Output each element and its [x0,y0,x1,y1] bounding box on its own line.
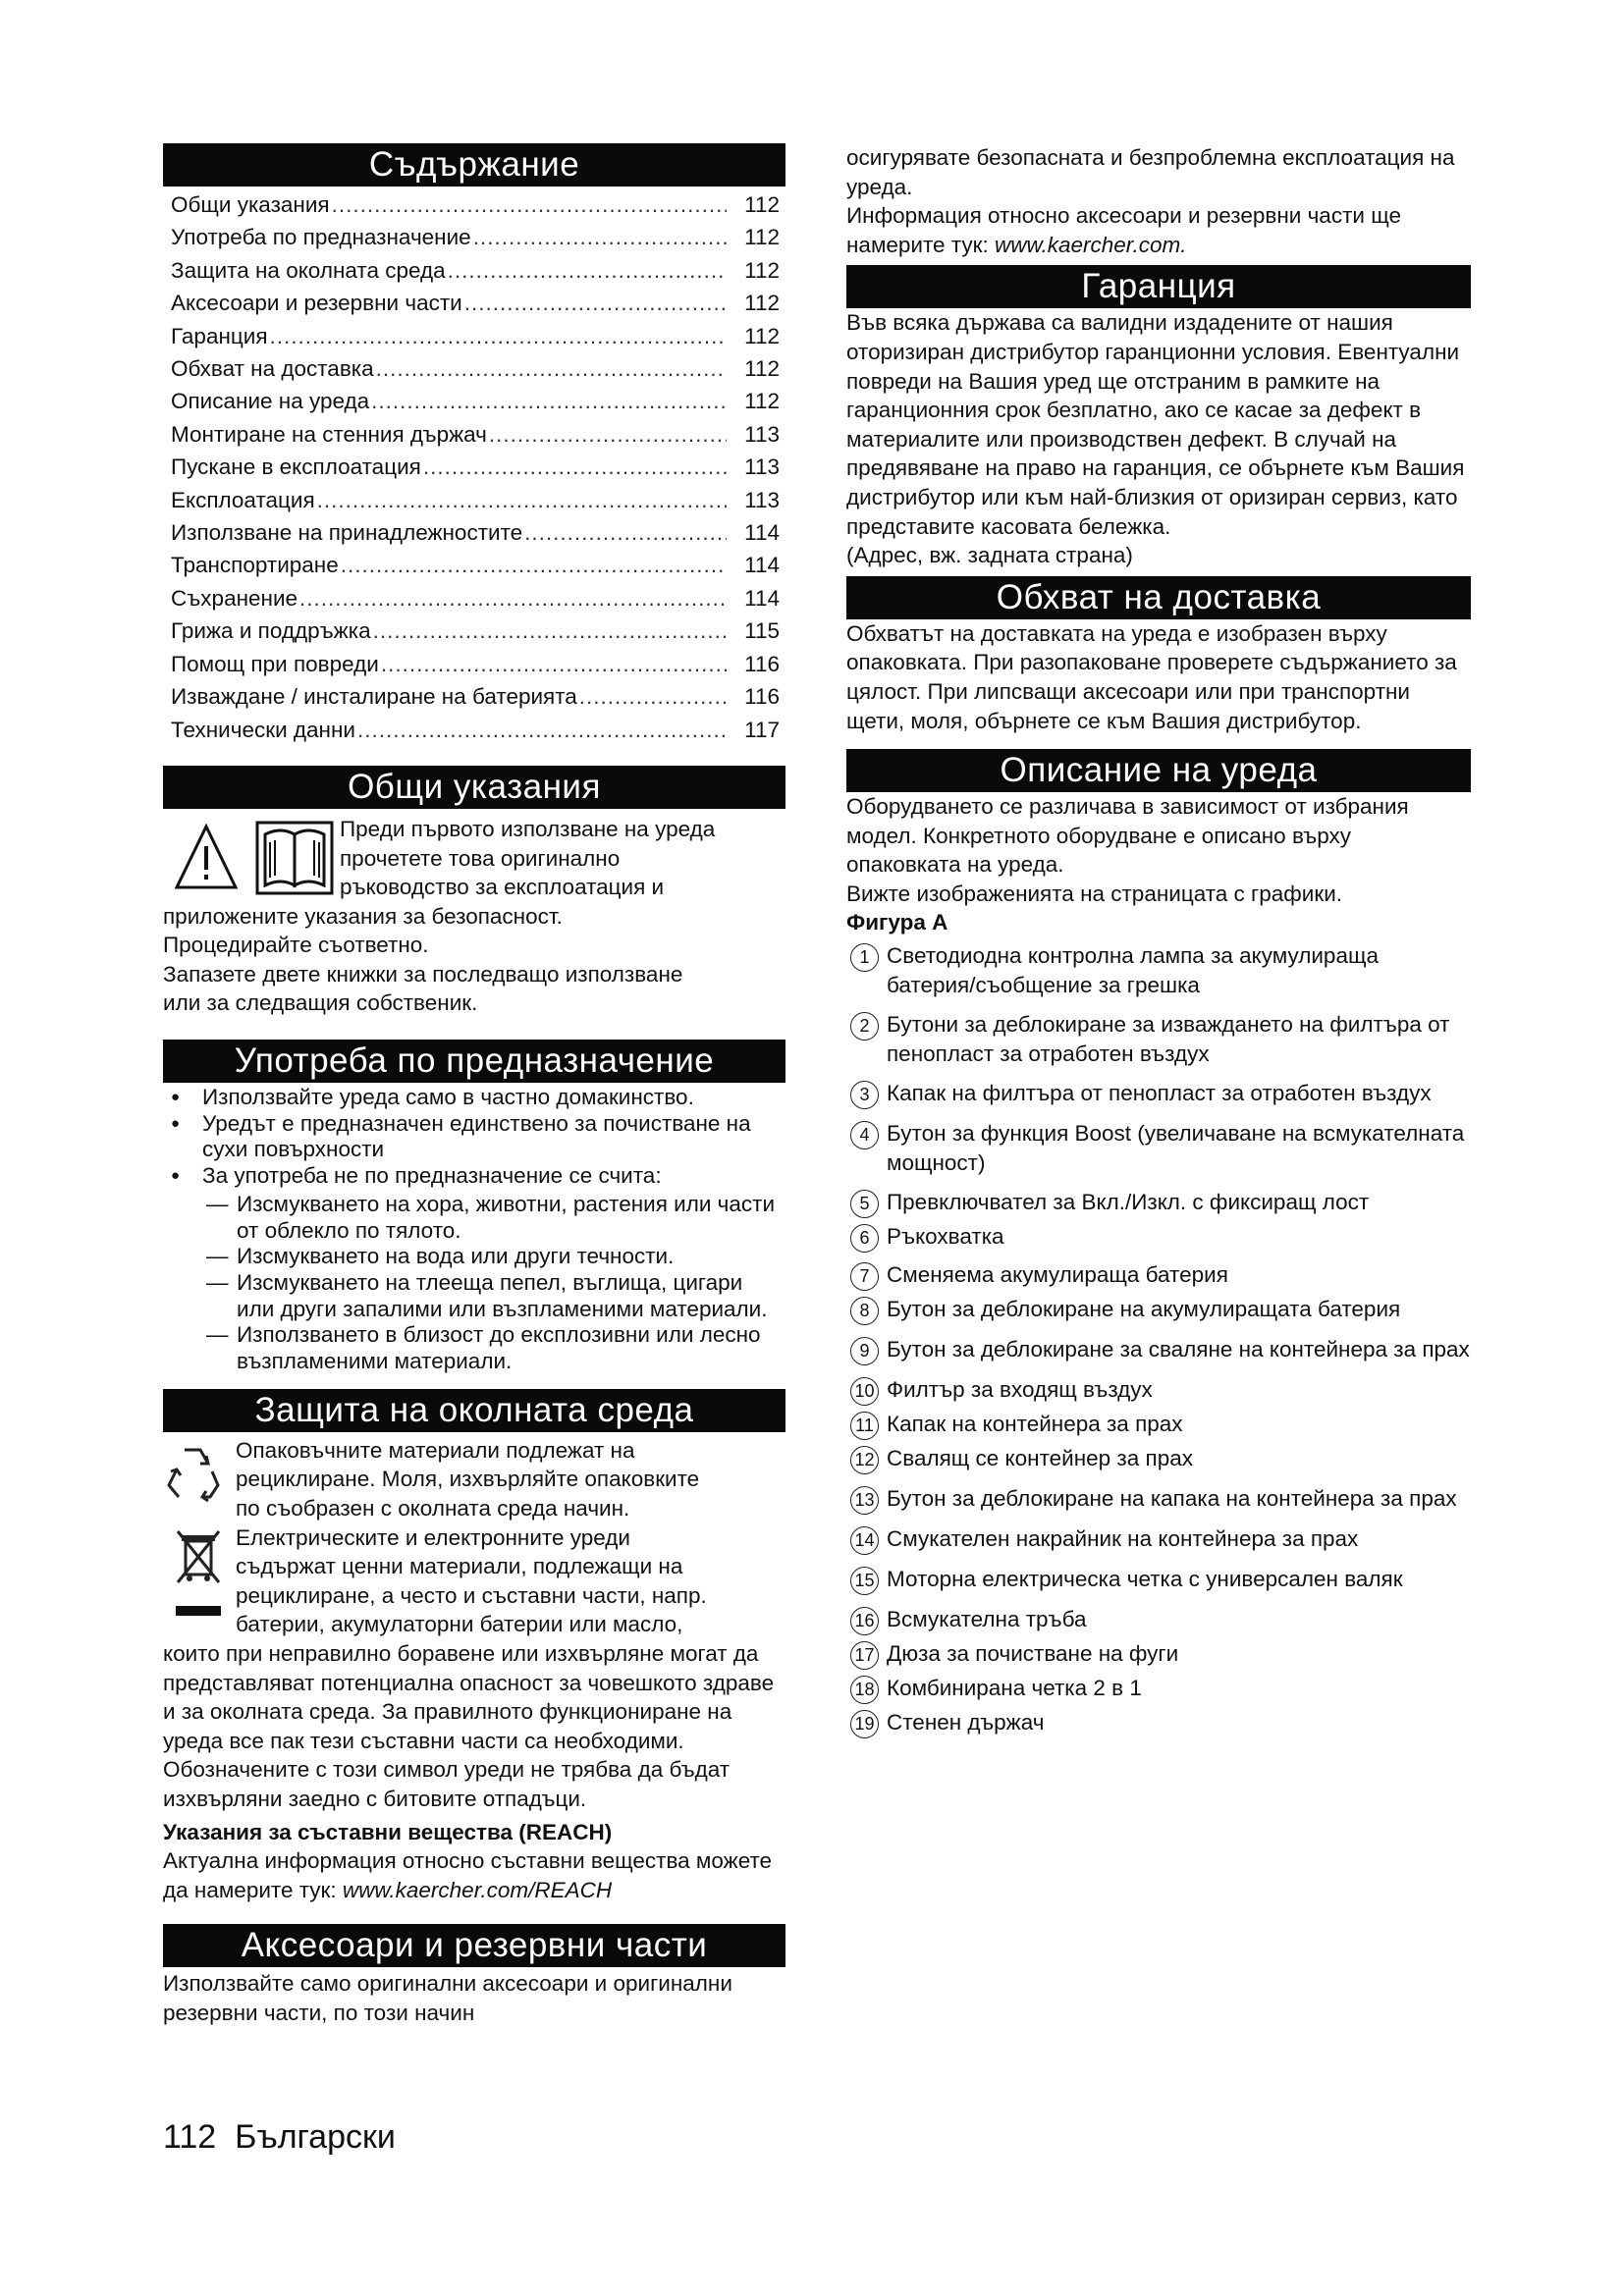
figure-item-text: Капак на контейнера за прах [887,1412,1183,1437]
toc-leader [371,385,727,417]
warranty-text: Във всяка държава са валидни издадените от нашия оторизиран дистрибутор гаранционни условия. Евентуални повреди на Вашия уред ще отстраним в рамките на гаранционния срок безплатно, ако се касае за дефект в материалите или производствен дефект. В случай на предявяване на право на гаранция, се обърнете към Вашия дистрибутор или към най-близкия от оризиран сервиз, като представите касовата бележка. [846,310,1465,539]
toc-page: 114 [744,585,780,611]
general-line: Запазете двете книжки за последващо използване [163,961,683,987]
figure-item-text: Моторна електрическа четка с универсален валяк [887,1567,1403,1592]
toc-label: Пускане в експлоатация [171,454,421,480]
figure-item [846,1222,1471,1253]
page-footer [163,2118,396,2157]
general-line: прочетете това оригинално [340,845,621,871]
footer-language: Български [235,2118,396,2156]
table-of-contents [163,188,785,746]
toc-page: 112 [744,225,780,250]
figure-item-text: Всмукателна тръба [887,1607,1087,1632]
toc-leader [332,188,727,221]
figure-item-text: Светодиодна контролна лампа за акумулираща батерия/съобщение за грешка [887,943,1379,998]
item-number-badge: 7 [850,1262,879,1291]
item-number-badge: 11 [850,1412,879,1440]
scope-text: Обхватът на доставката на уреда е изобразен върху опаковката. При разопаковане проверете съдържанието за цялост. При липсващи аксесоари или при транспортни щети, моля, обърнете се към Вашия дистрибутор. [846,620,1457,733]
toc-leader [473,221,727,253]
figure-item [846,1674,1471,1704]
dash-item: — Изсмукването на хора, животни, растения или части от облекло по тялото. [163,1192,785,1244]
toc-label: Описание на уреда [171,389,370,414]
toc-label: Експлоатация [171,487,315,512]
toc-row[interactable] [163,516,785,549]
crossed-bin-icon [169,1527,228,1626]
toc-leader [448,254,727,287]
description-heading: Описание на уреда [846,749,1471,792]
toc-page: 112 [744,389,780,414]
toc-row[interactable] [163,352,785,385]
item-number-badge: 13 [850,1486,879,1515]
toc-page: 112 [744,257,780,283]
figure-item [846,1605,1471,1635]
figure-item [846,1524,1471,1555]
accessories-link[interactable]: www.kaercher.com. [995,232,1187,257]
toc-leader [373,614,727,647]
figure-item [846,1010,1471,1069]
weee-line: Електрическите и електронните уреди [236,1524,630,1550]
accessories-info-paragraph [846,201,1471,259]
dash-item: — Използването в близост до експлозивни или лесно възпламеними материали. [163,1322,785,1374]
intended-use-heading: Употреба по предназначение [163,1040,785,1083]
toc-row[interactable] [163,254,785,287]
toc-label: Грижа и поддръжка [171,618,371,644]
toc-row[interactable] [163,484,785,516]
toc-leader [579,680,727,713]
toc-page: 117 [744,717,780,742]
figure-item [846,1375,1471,1406]
general-text [163,902,785,1018]
reach-title: Указания за съставни вещества (REACH) [163,1819,613,1844]
environment-heading: Защита на околната среда [163,1389,785,1432]
toc-row[interactable] [163,320,785,352]
item-number-badge: 19 [850,1710,879,1738]
toc-page: 113 [744,487,780,512]
toc-label: Обхват на доставка [171,356,374,382]
item-number-badge: 9 [850,1337,879,1365]
reach-link[interactable]: www.kaercher.com/REACH [342,1877,613,1902]
toc-row[interactable] [163,221,785,253]
general-line: ръководство за експлоатация и [340,875,665,900]
general-line: Процедирайте съответно. [163,933,429,958]
toc-page: 112 [744,356,780,382]
accessories-text: Използвайте само оригинални аксесоари и оригинални резервни части, по този начин [163,1971,732,2025]
weee-line: рециклиране, а често и съставни части, напр. [236,1582,707,1608]
figure-item [846,1444,1471,1474]
toc-leader [299,582,727,614]
figure-item [846,1295,1471,1325]
figure-item [846,1335,1471,1365]
figure-legend [846,941,1471,1738]
accessories-info: Информация относно аксесоари и резервни части ще намерите тук: [846,203,1401,257]
item-number-badge: 3 [850,1081,879,1109]
page-number: 112 [163,2118,217,2156]
recycle-icon [163,1442,222,1503]
item-number-badge: 1 [850,943,879,972]
item-number-badge: 5 [850,1190,879,1218]
figure-item-text: Дюза за почистване на фуги [887,1641,1179,1667]
toc-row[interactable] [163,582,785,614]
toc-row[interactable] [163,714,785,746]
item-number-badge: 10 [850,1377,879,1406]
reach-text: Актуална информация относно съставни вещества можете да намерите тук: [163,1848,773,1902]
figure-item-text: Бутон за деблокиране на акумулиращата батерия [887,1297,1401,1322]
figure-item [846,1119,1471,1178]
general-line: приложените указания за безопасност. [163,903,563,929]
toc-page: 116 [744,651,780,676]
toc-row[interactable] [163,188,785,221]
figure-item-text: Сменяема акумулираща батерия [887,1262,1228,1288]
figure-item [846,1188,1471,1218]
figure-item-text: Ръкохватка [887,1224,1004,1250]
recycle-line: рециклиране. Моля, изхвърляйте опаковките [236,1467,700,1492]
toc-label: Използване на принадлежностите [171,520,523,546]
general-line: или за следващия собственик. [163,990,478,1016]
figure-item [846,1708,1471,1738]
toc-label: Защита на околната среда [171,257,446,283]
toc-label: Съхранение [171,585,298,611]
figure-item-text: Превключвател за Вкл./Изкл. с фиксиращ лост [887,1190,1370,1215]
weee-block [163,1523,785,1639]
item-number-badge: 15 [850,1567,879,1595]
toc-row[interactable] [163,385,785,417]
toc-page: 114 [744,553,780,578]
toc-label: Изваждане / инсталиране на батерията [171,684,577,710]
figure-item-text: Бутон за деблокиране на капака на контейнера за прах [887,1486,1457,1512]
misuse-list [163,1192,785,1375]
weee-line: батерии, акумулаторни батерии или масло, [236,1612,683,1637]
figure-item-text: Смукателен накрайник на контейнера за прах [887,1526,1359,1552]
toc-label: Общи указания [171,192,330,217]
environment-text: които при неправилно боравене или изхвърляне могат да представляват потенциална опасност за човешкото здраве и за околната среда. За правилното функциониране на уреда все пак тези съставни части са необходими. Обозначените с този символ уреди не трябва да бъдат изхвърляни заедно с битовите отпадъци. [163,1640,775,1811]
toc-row[interactable] [163,614,785,647]
accessories-heading: Аксесоари и резервни части [163,1924,785,1967]
intended-use-list [163,1085,785,1375]
accessories-continued: осигурявате безопасната и безпроблемна експлоатация на уреда. [846,145,1455,199]
toc-page: 112 [744,291,780,316]
recycle-line: Опаковъчните материали подлежат на [236,1437,635,1463]
dash-item: — Изсмукването на тлееща пепел, въглища, цигари или други запалими или възпламеними материали. [163,1270,785,1322]
toc-row[interactable] [163,648,785,680]
item-number-badge: 8 [850,1297,879,1325]
figure-item-text: Стенен държач [887,1710,1045,1735]
warning-manual-icon [173,821,336,897]
toc-label: Технически данни [171,717,355,742]
toc-label: Монтиране на стенния държач [171,421,487,447]
toc-leader [317,484,727,516]
figure-item [846,1260,1471,1291]
toc-heading: Съдържание [163,143,785,187]
bullet-item: ● За употреба не по предназначение се счита: [163,1163,785,1190]
item-number-badge: 16 [850,1607,879,1635]
bullet-item: ● Уредът е предназначен единствено за почистване на сухи повърхности [163,1111,785,1163]
toc-page: 112 [744,192,780,217]
item-number-badge: 6 [850,1224,879,1253]
toc-leader [357,714,727,746]
toc-page: 113 [744,454,780,480]
warranty-heading: Гаранция [846,265,1471,308]
figure-item-text: Бутон за деблокиране за сваляне на контейнера за прах [887,1337,1470,1362]
warranty-address: (Адрес, вж. задната страна) [846,543,1133,568]
weee-text [163,1523,785,1639]
figure-item [846,941,1471,1000]
weee-line: съдържат ценни материали, подлежащи на [236,1554,683,1579]
figure-item [846,1565,1471,1595]
recycle-line: по съобразен с околната среда начин. [236,1495,630,1521]
toc-leader [376,352,727,385]
figure-item [846,1484,1471,1515]
figure-label: Фигура A [846,910,948,935]
toc-label: Транспортиране [171,553,339,578]
bullet-item: ● Използвайте уреда само в частно домакинство. [163,1085,785,1111]
item-number-badge: 2 [850,1012,879,1041]
toc-page: 115 [744,618,780,644]
item-number-badge: 14 [850,1526,879,1555]
toc-leader [381,648,727,680]
figure-item [846,1079,1471,1109]
toc-leader [423,451,727,483]
general-heading: Общи указания [163,766,785,809]
toc-page: 114 [744,520,780,546]
toc-label: Употреба по предназначение [171,225,471,250]
toc-row[interactable] [163,549,785,581]
toc-leader [464,287,727,319]
dash-item: — Изсмукването на вода или други течности. [163,1244,785,1270]
description-text: Оборудването се различава в зависимост от избрания модел. Конкретното оборудване е описано върху опаковката на уреда. [846,794,1409,878]
toc-leader [341,549,727,581]
toc-label: Помощ при повреди [171,651,379,676]
toc-row[interactable] [163,451,785,483]
figure-item-text: Комбинирана четка 2 в 1 [887,1676,1142,1701]
toc-row[interactable] [163,287,785,319]
right-column [846,143,1471,1738]
figure-item-text: Филтър за входящ въздух [887,1377,1153,1403]
toc-leader [489,418,727,451]
toc-page: 116 [744,684,780,710]
left-column [163,143,785,2027]
figure-item-text: Бутон за функция Boost (увеличаване на всмукателната мощност) [887,1121,1465,1176]
figure-item-text: Капак на филтъра от пенопласт за отработен въздух [887,1081,1432,1106]
scope-heading: Обхват на доставка [846,576,1471,619]
environment-section [163,1436,785,1905]
toc-leader [524,516,727,549]
toc-leader [270,320,727,352]
figure-item-text: Свалящ се контейнер за прах [887,1446,1193,1471]
general-line: Преди първото използване на уреда [340,816,716,841]
item-number-badge: 18 [850,1676,879,1704]
toc-page: 112 [744,323,780,348]
toc-label: Гаранция [171,323,268,348]
figure-item-text: Бутони за деблокиране за изваждането на филтъра от пенопласт за отработен въздух [887,1012,1450,1067]
recycle-text [163,1436,785,1523]
figure-item [846,1639,1471,1670]
item-number-badge: 12 [850,1446,879,1474]
toc-row[interactable] [163,418,785,451]
toc-row[interactable] [163,680,785,713]
figure-item [846,1410,1471,1440]
reach-paragraph [163,1846,785,1904]
item-number-badge: 17 [850,1641,879,1670]
item-number-badge: 4 [850,1121,879,1149]
toc-label: Аксесоари и резервни части [171,291,462,316]
toc-page: 113 [744,421,780,447]
general-notice [163,815,785,1018]
description-text-2: Вижте изображенията на страницата с графики. [846,881,1343,906]
